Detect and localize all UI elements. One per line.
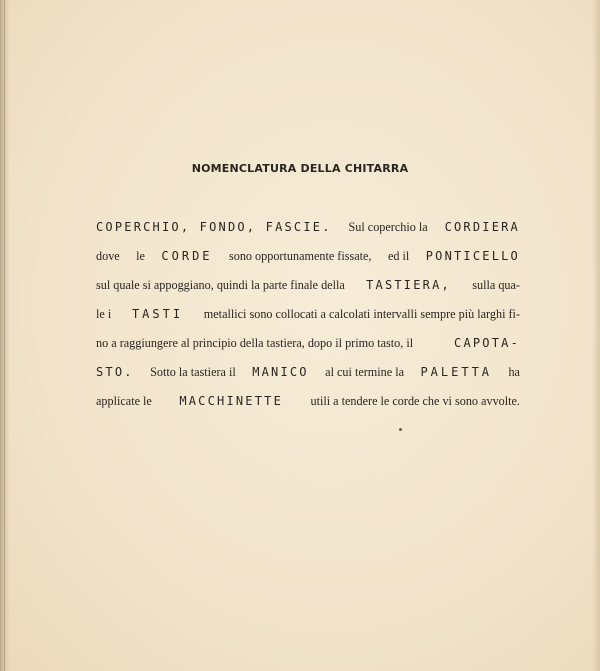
ink-speck — [399, 428, 402, 431]
text-line — [96, 249, 520, 278]
text-run: utili a tendere le corde che vi sono avvolte. — [310, 394, 520, 408]
text-run: metallici sono collocati a calcolati intervalli sempre più larghi fi- — [203, 307, 520, 321]
term-tastiera: TASTIERA, — [366, 278, 451, 292]
page-left-edge — [0, 0, 10, 671]
term-manico: MANICO — [252, 365, 309, 379]
text-run: ed il — [387, 249, 410, 263]
term-corde: CORDE — [161, 249, 213, 263]
text-run: le i — [96, 307, 112, 321]
term-parts: COPERCHIO, FONDO, FASCIE. — [96, 220, 332, 234]
text-line — [96, 394, 520, 423]
term-macchinette: MACCHINETTE — [179, 394, 283, 408]
term-cordiera: CORDIERA — [444, 220, 520, 234]
text-line — [96, 220, 520, 249]
text-run: dove — [96, 249, 120, 263]
text-run: sulla qua- — [472, 278, 520, 292]
text-run: ha — [508, 365, 520, 379]
term-tasti: TASTI — [131, 307, 184, 321]
term-capotasto: CAPOTA- — [454, 336, 520, 350]
term-capotasto-end: STO. — [96, 365, 134, 379]
term-paletta: PALETTA — [420, 365, 493, 379]
text-run: al cui termine la — [325, 365, 405, 379]
binding-line — [4, 0, 5, 671]
text-run: Sul coperchio la — [348, 220, 428, 234]
text-run: sono opportunamente fissate, — [228, 249, 372, 263]
text-line — [96, 307, 520, 336]
page-right-edge — [592, 0, 600, 671]
text-line — [96, 278, 520, 307]
text-run: no a raggiungere al principio della tastiera, dopo il primo tasto, il — [96, 336, 414, 350]
text-run: le — [136, 249, 145, 263]
text-run: applicate le — [96, 394, 152, 408]
body-paragraph — [96, 220, 520, 423]
term-ponticello: PONTICELLO — [425, 249, 520, 263]
text-line — [96, 336, 520, 365]
page-title: NOMENCLATURA DELLA CHITARRA — [191, 162, 409, 175]
text-run: Sotto la tastiera il — [150, 365, 236, 379]
text-run: sul quale si appoggiano, quindi la parte finale della — [96, 278, 345, 292]
text-line — [96, 365, 520, 394]
